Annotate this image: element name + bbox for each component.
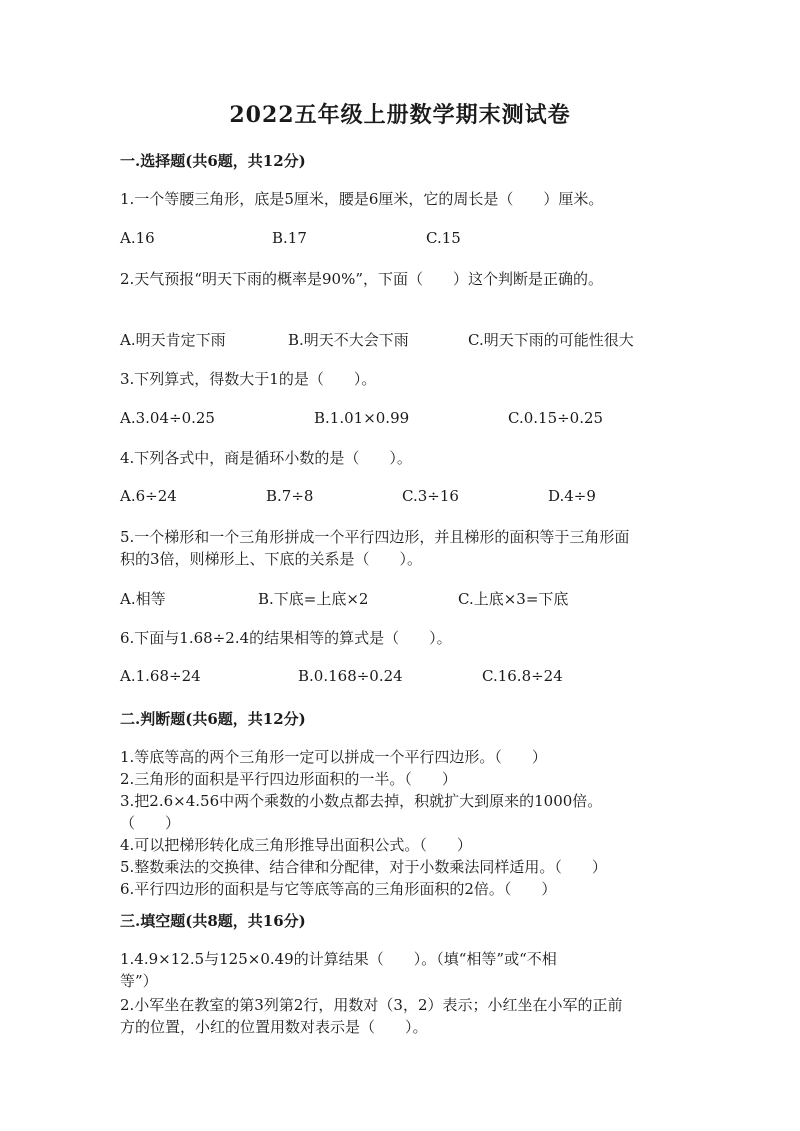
judge-line-7: 6.平行四边形的面积是与它等底等高的三角形面积的2倍。（ ） [120,880,557,898]
fill-line-1: 1.4.9×12.5与125×0.49的计算结果（ ）。（填“相等”或“不相 [120,950,557,968]
choice-question-6: 6.下面与1.68÷2.4的结果相等的算式是（ ）。 [120,629,452,647]
page-title: 2022五年级上册数学期末测试卷 [229,102,571,128]
option-a: A.6÷24 [120,487,177,505]
choice-options-1 [120,229,720,249]
choice-question-4: 4.下列各式中，商是循环小数的是（ ）。 [120,449,412,467]
choice-question-3: 3.下列算式，得数大于1的是（ ）。 [120,370,377,388]
option-c: C.15 [426,229,461,247]
option-c: C.0.15÷0.25 [508,409,604,427]
choice-options-2 [120,329,720,349]
choice-question-5-line-1: 5.一个梯形和一个三角形拼成一个平行四边形，并且梯形的面积等于三角形面 [120,528,630,546]
judge-line-2: 2.三角形的面积是平行四边形面积的一半。（ ） [120,770,457,788]
option-d: D.4÷9 [548,487,596,505]
option-c: C.3÷16 [402,487,459,505]
option-a: A.3.04÷0.25 [120,409,215,427]
judge-line-4: （ ） [120,814,181,832]
fill-line-3: 2.小军坐在教室的第3列第2行，用数对（3，2）表示；小红坐在小军的正前 [120,996,623,1014]
judge-line-1: 1.等底等高的两个三角形一定可以拼成一个平行四边形。（ ） [120,748,547,766]
option-c: C.明天下雨的可能性很大 [468,331,634,349]
choice-question-5-line-2: 积的3倍，则梯形上、下底的关系是（ ）。 [120,550,423,568]
section-heading-fill: 三.填空题(共8题，共16分) [120,912,306,930]
option-b: B.明天不大会下雨 [288,331,409,349]
option-c: C.16.8÷24 [482,667,563,685]
fill-line-4: 方的位置，小红的位置用数对表示是（ ）。 [120,1018,428,1036]
option-a: A.明天肯定下雨 [120,331,226,349]
option-b: B.1.01×0.99 [314,409,410,427]
section-heading-judge: 二.判断题(共6题，共12分) [120,710,306,728]
choice-options-3 [120,409,720,429]
choice-options-4 [120,487,720,507]
option-a: A.16 [120,229,155,247]
choice-options-5 [120,588,720,608]
section-heading-choice: 一.选择题(共6题，共12分) [120,152,306,170]
option-a: A.相等 [120,590,166,608]
judge-line-3: 3.把2.6×4.56中两个乘数的小数点都去掉，积就扩大到原来的1000倍。 [120,792,603,810]
choice-question-2: 2.天气预报“明天下雨的概率是90%”，下面（ ）这个判断是正确的。 [120,270,603,288]
judge-line-5: 4.可以把梯形转化成三角形推导出面积公式。（ ） [120,836,472,854]
option-a: A.1.68÷24 [120,667,201,685]
choice-question-1: 1.一个等腰三角形，底是5厘米，腰是6厘米，它的周长是（ ）厘米。 [120,190,604,208]
option-b: B.0.168÷0.24 [298,667,403,685]
option-b: B.下底=上底×2 [258,590,369,608]
fill-line-2: 等”） [120,972,158,990]
option-c: C.上底×3=下底 [458,590,569,608]
choice-options-6 [120,667,720,687]
option-b: B.7÷8 [266,487,314,505]
option-b: B.17 [272,229,307,247]
judge-line-6: 5.整数乘法的交换律、结合律和分配律，对于小数乘法同样适用。（ ） [120,858,607,876]
